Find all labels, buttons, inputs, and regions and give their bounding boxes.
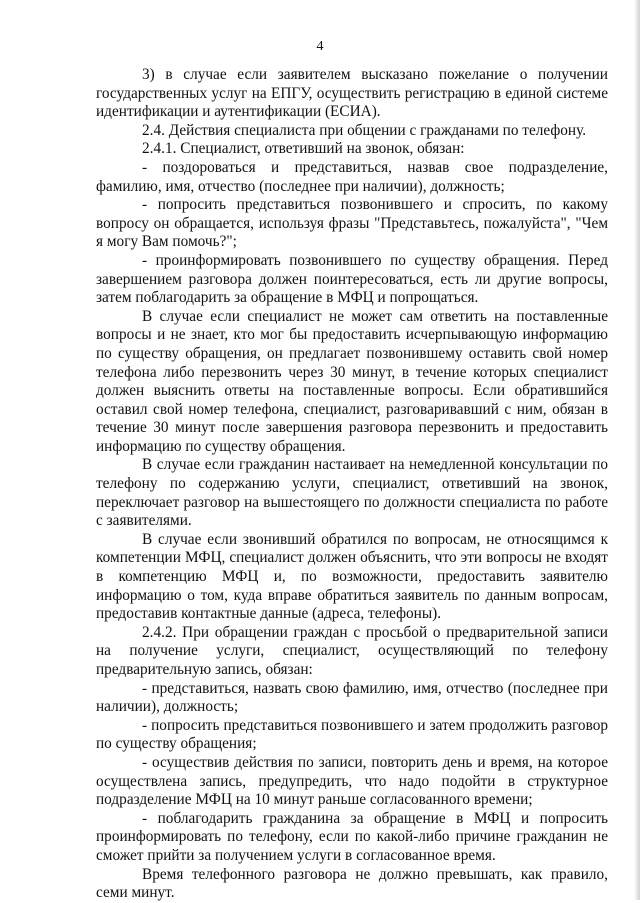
paragraph: В случае если гражданин настаивает на немедленной консультации по телефону по содержанию услуги, специалист, ответивший на звонок, переключает разговор на вышестоящего по должности специалиста по работе с заявителями. bbox=[96, 456, 608, 530]
subsection-heading: 2.4.2. При обращении граждан с просьбой о предварительной записи на получение услуги, специалист, осуществляющий по телефону предварительную запись, обязан: bbox=[96, 623, 608, 678]
paragraph: В случае если звонивший обратился по вопросам, не относящимся к компетенции МФЦ, специалист должен объяснить, что эти вопросы не входят в компетенцию МФЦ и, по возможности, предоставить заявителю информацию о том, куда вправе обратиться заявитель по данным вопросам, предоставив контактные данные (адреса, телефоны). bbox=[96, 530, 608, 623]
list-item: - попросить представиться позвонившего и затем продолжить разговор по существу обращения; bbox=[96, 716, 608, 753]
list-item: - поблагодарить гражданина за обращение в МФЦ и попросить проинформировать по телефону, если по какой-либо причине гражданин не сможет прийти за получением услуги в согласованное время. bbox=[96, 809, 608, 864]
scan-edge-shadow bbox=[634, 0, 640, 900]
list-item: - попросить представиться позвонившего и спросить, по какому вопросу он обращается, используя фразы "Представьтесь, пожалуйста", "Чем я могу Вам помочь?"; bbox=[96, 196, 608, 251]
list-item: - представиться, назвать свою фамилию, имя, отчество (последнее при наличии), должность; bbox=[96, 679, 608, 716]
list-item: - осуществив действия по записи, повторить день и время, на которое осуществлена запись, предупредить, что надо подойти в структурное подразделение МФЦ на 10 минут раньше согласованного времени; bbox=[96, 753, 608, 809]
subsection-heading: 2.4.1. Специалист, ответивший на звонок, обязан: bbox=[142, 140, 465, 158]
section-heading: 2.4. Действия специалиста при общении с гражданами по телефону. bbox=[142, 121, 587, 139]
paragraph: Время телефонного разговора не должно превышать, как правило, семи минут. bbox=[96, 865, 608, 902]
paragraph: В случае если специалист не может сам ответить на поставленные вопросы и не знает, кто мог бы предоставить исчерпывающую информацию по существу обращения, он предлагает позвонившему оставить свой номер телефона либо перезвонить через 30 минут, в течение которых специалист должен выяснить ответы на поставленные вопросы. Если обратившийся оставил свой номер телефона, специалист, разговаривавший с ним, обязан в течение 30 минут после завершения разговора перезвонить и предоставить информацию по существу обращения. bbox=[96, 307, 608, 455]
paragraph: 3) в случае если заявителем высказано пожелание о получении государственных услуг на ЕПГУ, осуществить регистрацию в единой системе идентификации и аутентификации (ЕСИА). bbox=[96, 66, 608, 121]
list-item: - поздороваться и представиться, назвав свое подразделение, фамилию, имя, отчество (последнее при наличии), должность; bbox=[96, 158, 608, 195]
list-item: - проинформировать позвонившего по существу обращения. Перед завершением разговора должен поинтересоваться, есть ли другие вопросы, затем поблагодарить за обращение в МФЦ и попрощаться. bbox=[96, 251, 608, 307]
document-body bbox=[96, 66, 608, 903]
page-number: 4 bbox=[316, 39, 324, 54]
